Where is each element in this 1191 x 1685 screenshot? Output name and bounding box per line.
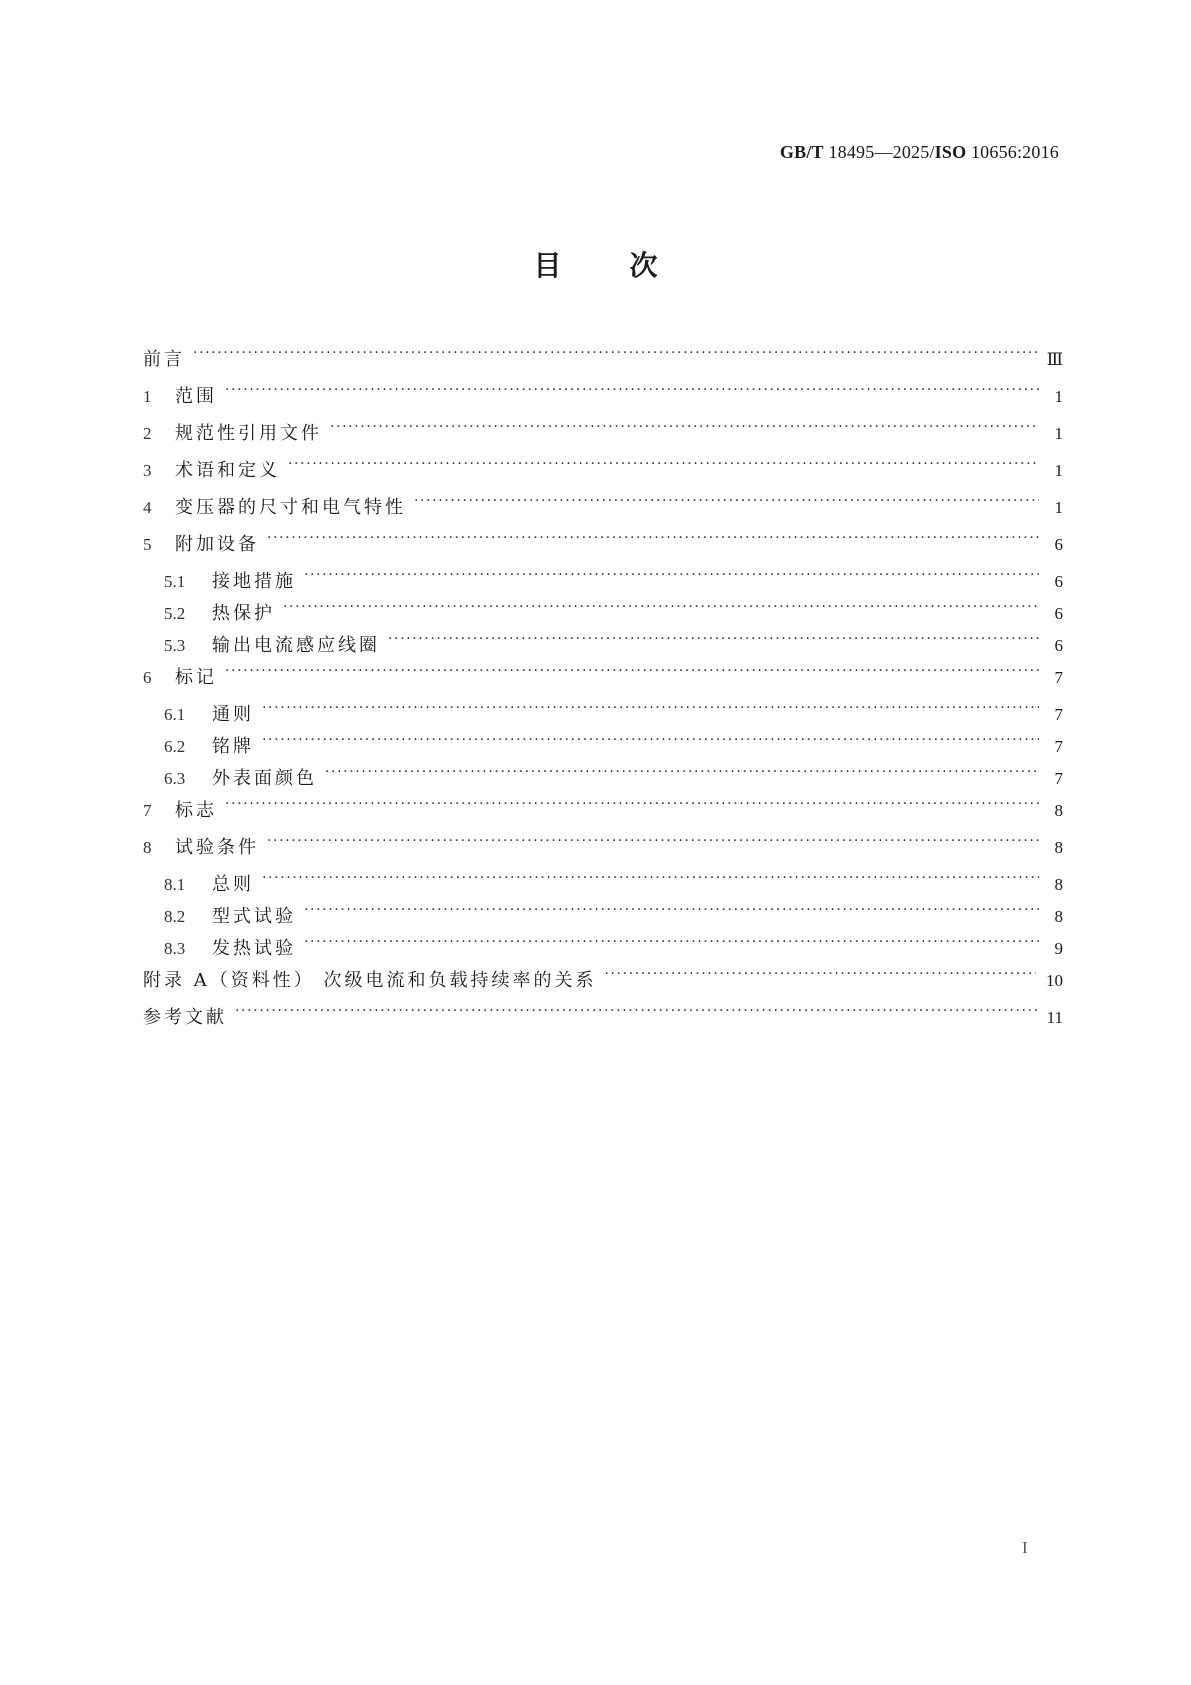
toc-entry-number: 3	[143, 461, 152, 480]
toc-entry-number: 8	[143, 838, 152, 857]
toc-entry-number: 5.1	[164, 572, 186, 591]
toc-entry-page: 1	[1054, 461, 1063, 480]
toc-leader-dots	[225, 661, 1039, 683]
toc-entry-number: 6.1	[164, 705, 186, 724]
toc-entry-number: 8.2	[164, 907, 186, 926]
toc-entry-page: Ⅲ	[1046, 350, 1063, 369]
toc-entry[interactable]	[143, 629, 1063, 661]
toc-entry-number: 8.3	[164, 939, 186, 958]
toc-entry-label: 参考文献	[143, 1007, 227, 1028]
title-char-2: 次	[629, 249, 658, 282]
toc-leader-dots	[267, 831, 1039, 853]
toc-leader-dots	[262, 868, 1039, 890]
toc-entry[interactable]	[143, 565, 1063, 597]
toc-entry-label: 规范性引用文件	[175, 423, 322, 444]
toc-entry-number: 5.2	[164, 604, 186, 623]
toc-leader-dots	[235, 1001, 1037, 1023]
toc-entry-page: 6	[1054, 535, 1063, 554]
toc-leader-dots	[262, 730, 1039, 752]
toc-leader-dots	[225, 380, 1039, 402]
toc-entry-number: 6	[143, 668, 152, 687]
toc-entry-page: 10	[1046, 971, 1063, 990]
toc-entry[interactable]	[143, 343, 1063, 380]
toc-entry-number: 6.2	[164, 737, 186, 756]
toc-entry-page: 7	[1054, 668, 1063, 687]
toc-entry-number: 6.3	[164, 769, 186, 788]
toc-entry[interactable]	[143, 900, 1063, 932]
toc-entry[interactable]	[143, 417, 1063, 454]
toc-entry-page: 7	[1054, 737, 1063, 756]
toc-leader-dots	[283, 597, 1039, 619]
toc-entry-label: 接地措施	[212, 571, 296, 592]
toc-entry-label: 试验条件	[175, 837, 259, 858]
toc-entry-label: 变压器的尺寸和电气特性	[175, 497, 406, 518]
toc-leader-dots	[225, 794, 1039, 816]
toc-entry-number: 5	[143, 535, 152, 554]
toc-entry[interactable]	[143, 1001, 1063, 1038]
toc-entry-label: 前言	[143, 349, 185, 370]
toc-entry[interactable]	[143, 661, 1063, 698]
toc-entry-page: 9	[1054, 939, 1063, 958]
page-number: I	[1022, 1538, 1028, 1557]
toc-entry-label: 总则	[212, 874, 254, 895]
toc-entry-label: 附加设备	[175, 534, 259, 555]
toc-entry-number: 1	[143, 387, 152, 406]
toc-entry-label: 标记	[175, 667, 217, 688]
toc-entry-label: 术语和定义	[175, 460, 280, 481]
toc-entry[interactable]	[143, 380, 1063, 417]
toc-entry-number: 4	[143, 498, 152, 517]
toc-entry-label: 输出电流感应线圈	[212, 635, 380, 656]
toc-entry[interactable]	[143, 868, 1063, 900]
toc-leader-dots	[304, 900, 1039, 922]
toc-entry-label: 型式试验	[212, 906, 296, 927]
toc-leader-dots	[193, 343, 1037, 365]
toc-entry-number: 8.1	[164, 875, 186, 894]
toc-entry-page: 7	[1054, 769, 1063, 788]
toc-entry-page: 11	[1046, 1008, 1063, 1027]
toc-entry[interactable]	[143, 698, 1063, 730]
toc-entry-number: 5.3	[164, 636, 186, 655]
toc-entry-page: 6	[1054, 604, 1063, 623]
toc-entry-page: 6	[1054, 572, 1063, 591]
toc-entry[interactable]	[143, 794, 1063, 831]
toc-entry[interactable]	[143, 491, 1063, 528]
toc-entry[interactable]	[143, 762, 1063, 794]
toc-leader-dots	[414, 491, 1039, 513]
toc-leader-dots	[304, 932, 1039, 954]
toc-entry-label: 通则	[212, 704, 254, 725]
toc-leader-dots	[262, 698, 1039, 720]
toc-entry[interactable]	[143, 932, 1063, 964]
toc-entry-label: 铭牌	[212, 736, 254, 757]
document-header	[780, 142, 1059, 163]
toc-entry[interactable]	[143, 597, 1063, 629]
toc-entry-page: 8	[1054, 907, 1063, 926]
toc-leader-dots	[304, 565, 1039, 587]
toc-leader-dots	[325, 762, 1039, 784]
toc-entry-label: 范围	[175, 386, 217, 407]
toc-entry-page: 8	[1054, 875, 1063, 894]
toc-entry-label: 外表面颜色	[212, 768, 317, 789]
toc-entry[interactable]	[143, 964, 1063, 1001]
iso-prefix: ISO	[934, 142, 967, 162]
toc-entry-page: 7	[1054, 705, 1063, 724]
toc-leader-dots	[288, 454, 1039, 476]
toc-entry-page: 6	[1054, 636, 1063, 655]
toc-entry[interactable]	[143, 831, 1063, 868]
toc-leader-dots	[330, 417, 1039, 439]
table-of-contents	[143, 343, 1063, 1038]
toc-entry-number: 7	[143, 801, 152, 820]
toc-entry[interactable]	[143, 730, 1063, 762]
toc-leader-dots	[388, 629, 1039, 651]
page-title	[0, 244, 1191, 284]
toc-entry-page: 1	[1054, 498, 1063, 517]
toc-entry-page: 1	[1054, 424, 1063, 443]
toc-entry-label: 标志	[175, 800, 217, 821]
toc-entry[interactable]	[143, 528, 1063, 565]
toc-entry-page: 8	[1054, 801, 1063, 820]
toc-entry-label: 附录 A（资料性） 次级电流和负载持续率的关系	[143, 970, 597, 991]
toc-entry-number: 2	[143, 424, 152, 443]
title-char-1: 目	[533, 249, 562, 282]
toc-entry-page: 8	[1054, 838, 1063, 857]
toc-leader-dots	[267, 528, 1039, 550]
iso-number: 10656:2016	[970, 142, 1059, 162]
toc-entry-label: 发热试验	[212, 938, 296, 959]
standard-number: 18495—2025/	[828, 142, 935, 162]
toc-leader-dots	[604, 964, 1036, 986]
toc-entry-label: 热保护	[212, 603, 275, 624]
standard-prefix: GB/T	[779, 142, 824, 162]
toc-entry[interactable]	[143, 454, 1063, 491]
toc-entry-page: 1	[1054, 387, 1063, 406]
